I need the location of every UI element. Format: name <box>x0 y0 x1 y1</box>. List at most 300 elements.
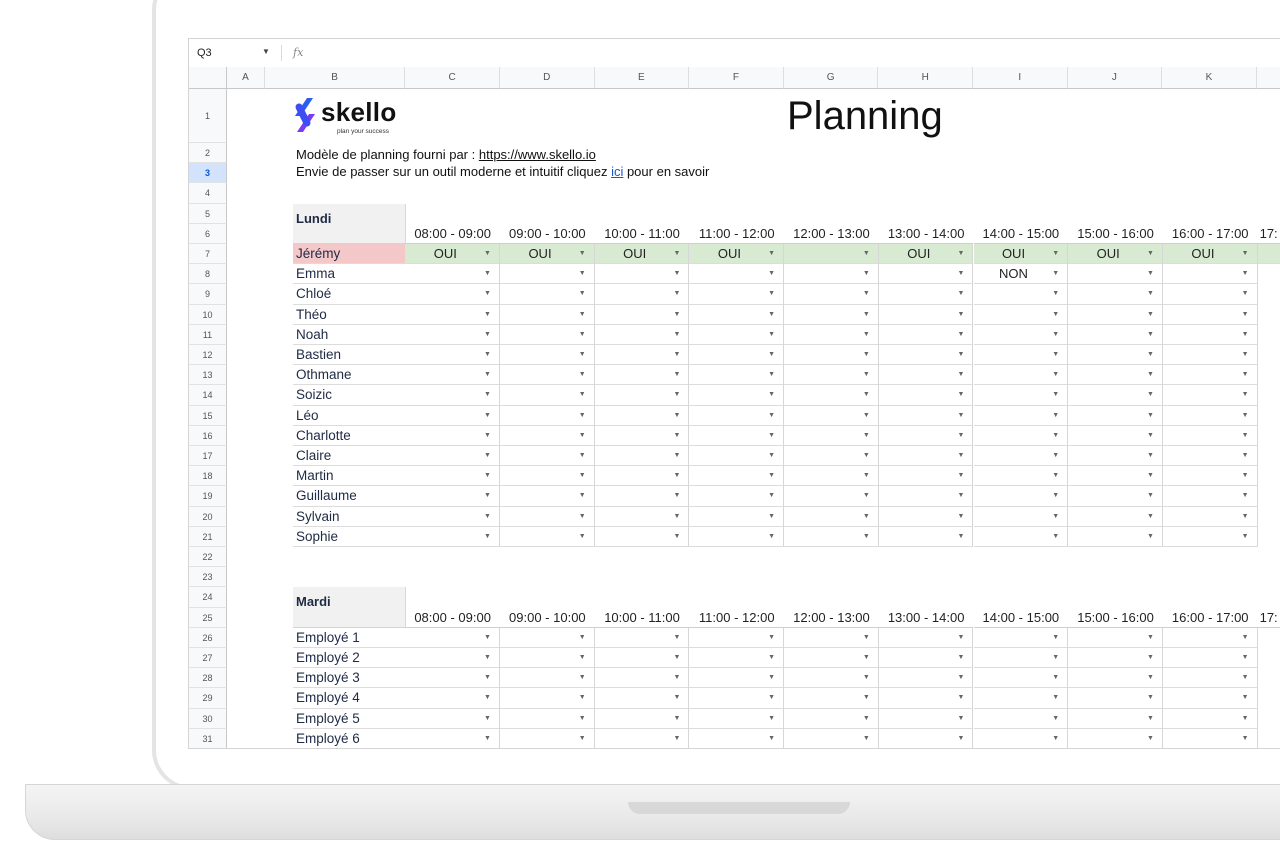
availability-dropdown[interactable] <box>500 406 595 426</box>
chevron-down-icon[interactable]: ▼ <box>768 250 776 257</box>
availability-dropdown[interactable] <box>595 527 690 547</box>
availability-dropdown[interactable] <box>879 729 974 749</box>
chevron-down-icon[interactable]: ▼ <box>862 694 870 702</box>
row-header[interactable]: 27 <box>189 648 227 668</box>
chevron-down-icon[interactable]: ▼ <box>862 310 870 318</box>
chevron-down-icon[interactable]: ▼ <box>1146 694 1154 702</box>
availability-dropdown[interactable] <box>405 284 500 304</box>
availability-dropdown[interactable] <box>784 426 879 446</box>
availability-dropdown[interactable] <box>1068 486 1163 506</box>
availability-dropdown[interactable] <box>689 486 784 506</box>
availability-dropdown[interactable] <box>1163 385 1258 405</box>
chevron-down-icon[interactable]: ▼ <box>957 633 965 641</box>
chevron-down-icon[interactable]: ▼ <box>768 310 776 318</box>
row-header[interactable]: 8 <box>189 264 227 284</box>
chevron-down-icon[interactable]: ▼ <box>862 351 870 358</box>
chevron-down-icon[interactable]: ▼ <box>484 452 491 459</box>
availability-dropdown[interactable] <box>689 709 784 729</box>
chevron-down-icon[interactable]: ▼ <box>1146 472 1154 480</box>
availability-dropdown[interactable] <box>595 466 690 486</box>
chevron-down-icon[interactable]: ▼ <box>768 411 776 419</box>
availability-dropdown[interactable] <box>1068 325 1163 345</box>
availability-dropdown[interactable] <box>1068 385 1163 405</box>
column-header-partial[interactable] <box>1257 67 1280 89</box>
availability-dropdown[interactable] <box>689 365 784 385</box>
chevron-down-icon[interactable]: ▼ <box>957 734 965 742</box>
availability-dropdown[interactable] <box>1068 284 1163 304</box>
chevron-down-icon[interactable]: ▼ <box>578 330 586 338</box>
availability-dropdown[interactable] <box>1163 264 1258 284</box>
availability-dropdown[interactable] <box>974 305 1069 325</box>
availability-dropdown[interactable] <box>879 345 974 365</box>
availability-dropdown[interactable] <box>784 406 879 426</box>
chevron-down-icon[interactable]: ▼ <box>1052 310 1060 318</box>
availability-dropdown[interactable] <box>1163 426 1258 446</box>
chevron-down-icon[interactable]: ▼ <box>484 694 491 702</box>
row-header[interactable]: 13 <box>189 365 227 385</box>
availability-dropdown[interactable] <box>1163 729 1258 749</box>
chevron-down-icon[interactable]: ▼ <box>1146 351 1154 358</box>
availability-dropdown[interactable] <box>405 446 500 466</box>
chevron-down-icon[interactable]: ▼ <box>1241 250 1249 257</box>
chevron-down-icon[interactable]: ▼ <box>1052 512 1060 520</box>
chevron-down-icon[interactable]: ▼ <box>578 310 586 318</box>
availability-dropdown[interactable] <box>500 668 595 688</box>
chevron-down-icon[interactable]: ▼ <box>768 674 776 682</box>
availability-dropdown[interactable] <box>595 406 690 426</box>
row-header[interactable]: 1 <box>189 89 227 143</box>
chevron-down-icon[interactable]: ▼ <box>768 734 776 742</box>
availability-dropdown[interactable] <box>879 325 974 345</box>
availability-dropdown[interactable] <box>1068 709 1163 729</box>
column-header[interactable]: G <box>784 67 879 89</box>
availability-dropdown[interactable] <box>879 688 974 708</box>
chevron-down-icon[interactable]: ▼ <box>673 532 681 540</box>
row-header[interactable]: 19 <box>189 486 227 506</box>
availability-dropdown[interactable] <box>500 688 595 708</box>
chevron-down-icon[interactable]: ▼ <box>768 694 776 702</box>
chevron-down-icon[interactable]: ▼ <box>673 371 681 379</box>
availability-dropdown[interactable] <box>595 345 690 365</box>
chevron-down-icon[interactable]: ▼ <box>1146 391 1154 399</box>
chevron-down-icon[interactable]: ▼ <box>673 512 681 520</box>
chevron-down-icon[interactable]: ▼ <box>673 633 681 641</box>
row-header[interactable]: 15 <box>189 406 227 426</box>
chevron-down-icon[interactable]: ▼ <box>1241 270 1249 278</box>
availability-dropdown[interactable] <box>784 688 879 708</box>
chevron-down-icon[interactable]: ▼ <box>768 290 776 298</box>
chevron-down-icon[interactable]: ▼ <box>1146 714 1154 722</box>
chevron-down-icon[interactable]: ▼ <box>957 351 965 358</box>
availability-dropdown[interactable] <box>500 345 595 365</box>
chevron-down-icon[interactable]: ▼ <box>862 633 870 641</box>
chevron-down-icon[interactable]: ▼ <box>957 330 965 338</box>
availability-dropdown[interactable] <box>784 507 879 527</box>
column-header[interactable]: D <box>500 67 595 89</box>
chevron-down-icon[interactable]: ▼ <box>768 270 776 278</box>
row-header[interactable]: 18 <box>189 466 227 486</box>
availability-dropdown[interactable] <box>1068 345 1163 365</box>
availability-dropdown[interactable] <box>500 325 595 345</box>
chevron-down-icon[interactable]: ▼ <box>957 512 965 520</box>
availability-dropdown[interactable] <box>595 688 690 708</box>
chevron-down-icon[interactable]: ▼ <box>484 714 491 722</box>
chevron-down-icon[interactable]: ▼ <box>1146 654 1154 661</box>
chevron-down-icon[interactable]: ▼ <box>1241 674 1249 682</box>
chevron-down-icon[interactable]: ▼ <box>1052 532 1060 540</box>
availability-dropdown[interactable] <box>974 486 1069 506</box>
availability-dropdown[interactable] <box>879 446 974 466</box>
availability-dropdown[interactable] <box>689 628 784 648</box>
chevron-down-icon[interactable]: ▼ <box>862 654 870 661</box>
availability-dropdown[interactable] <box>689 688 784 708</box>
row-header[interactable]: 20 <box>189 507 227 527</box>
chevron-down-icon[interactable]: ▼ <box>1241 391 1249 399</box>
chevron-down-icon[interactable]: ▼ <box>578 431 586 439</box>
availability-dropdown[interactable] <box>974 709 1069 729</box>
chevron-down-icon[interactable]: ▼ <box>578 654 586 661</box>
availability-dropdown[interactable] <box>689 527 784 547</box>
availability-dropdown[interactable] <box>500 486 595 506</box>
availability-dropdown[interactable] <box>1163 688 1258 708</box>
availability-dropdown[interactable] <box>500 466 595 486</box>
availability-dropdown[interactable] <box>595 264 690 284</box>
row-header[interactable]: 28 <box>189 668 227 688</box>
chevron-down-icon[interactable]: ▼ <box>862 371 870 379</box>
chevron-down-icon[interactable]: ▼ <box>1146 371 1154 379</box>
chevron-down-icon[interactable]: ▼ <box>1241 492 1249 500</box>
chevron-down-icon[interactable]: ▼ <box>957 411 965 419</box>
chevron-down-icon[interactable]: ▼ <box>768 452 776 459</box>
availability-dropdown[interactable] <box>1068 305 1163 325</box>
chevron-down-icon[interactable]: ▼ <box>1052 492 1060 500</box>
availability-dropdown[interactable] <box>595 446 690 466</box>
availability-dropdown[interactable] <box>405 244 500 264</box>
chevron-down-icon[interactable]: ▼ <box>768 492 776 500</box>
availability-dropdown[interactable] <box>500 426 595 446</box>
availability-dropdown[interactable] <box>784 628 879 648</box>
chevron-down-icon[interactable]: ▼ <box>862 512 870 520</box>
chevron-down-icon[interactable]: ▼ <box>862 391 870 399</box>
skello-link[interactable]: https://www.skello.io <box>478 147 596 162</box>
availability-dropdown[interactable] <box>405 709 500 729</box>
availability-dropdown[interactable] <box>974 385 1069 405</box>
availability-dropdown[interactable] <box>595 244 690 264</box>
row-header[interactable]: 6 <box>189 224 227 244</box>
chevron-down-icon[interactable]: ▼ <box>862 714 870 722</box>
availability-dropdown[interactable] <box>1068 668 1163 688</box>
availability-dropdown[interactable] <box>405 729 500 749</box>
chevron-down-icon[interactable]: ▼ <box>1146 492 1154 500</box>
chevron-down-icon[interactable]: ▼ <box>673 310 681 318</box>
chevron-down-icon[interactable]: ▼ <box>1052 391 1060 399</box>
availability-dropdown[interactable] <box>1068 527 1163 547</box>
availability-dropdown[interactable] <box>784 527 879 547</box>
availability-dropdown[interactable] <box>595 486 690 506</box>
availability-dropdown[interactable] <box>405 305 500 325</box>
chevron-down-icon[interactable]: ▼ <box>1052 250 1060 257</box>
chevron-down-icon[interactable]: ▼ <box>673 290 681 298</box>
availability-dropdown[interactable] <box>689 385 784 405</box>
row-header[interactable]: 4 <box>189 183 227 203</box>
chevron-down-icon[interactable]: ▼ <box>484 290 491 298</box>
availability-dropdown[interactable] <box>879 466 974 486</box>
chevron-down-icon[interactable]: ▼ <box>1052 674 1060 682</box>
row-header[interactable]: 29 <box>189 688 227 708</box>
row-header[interactable]: 30 <box>189 709 227 729</box>
chevron-down-icon[interactable]: ▼ <box>578 694 586 702</box>
availability-dropdown[interactable] <box>595 628 690 648</box>
availability-dropdown[interactable] <box>974 527 1069 547</box>
availability-dropdown[interactable] <box>405 688 500 708</box>
availability-dropdown[interactable] <box>1068 426 1163 446</box>
chevron-down-icon[interactable]: ▼ <box>578 512 586 520</box>
chevron-down-icon[interactable]: ▼ <box>578 472 586 480</box>
availability-dropdown[interactable] <box>1163 284 1258 304</box>
chevron-down-icon[interactable]: ▼ <box>578 250 586 257</box>
chevron-down-icon[interactable]: ▼ <box>578 351 586 358</box>
chevron-down-icon[interactable]: ▼ <box>862 452 870 459</box>
name-box[interactable]: Q3 <box>197 47 212 59</box>
chevron-down-icon[interactable]: ▼ <box>1146 633 1154 641</box>
chevron-down-icon[interactable]: ▼ <box>862 250 870 257</box>
chevron-down-icon[interactable]: ▼ <box>1241 714 1249 722</box>
chevron-down-icon[interactable]: ▼ <box>484 351 491 358</box>
availability-dropdown[interactable] <box>784 668 879 688</box>
availability-dropdown[interactable] <box>595 426 690 446</box>
chevron-down-icon[interactable]: ▼ <box>1241 734 1249 742</box>
chevron-down-icon[interactable]: ▼ <box>484 532 491 540</box>
availability-dropdown[interactable] <box>784 365 879 385</box>
availability-dropdown[interactable] <box>595 668 690 688</box>
chevron-down-icon[interactable]: ▼ <box>1146 674 1154 682</box>
availability-dropdown[interactable] <box>405 507 500 527</box>
chevron-down-icon[interactable]: ▼ <box>578 371 586 379</box>
chevron-down-icon[interactable]: ▼ <box>1052 734 1060 742</box>
availability-dropdown[interactable] <box>974 244 1069 264</box>
chevron-down-icon[interactable]: ▼ <box>673 452 681 459</box>
chevron-down-icon[interactable]: ▼ <box>1146 290 1154 298</box>
availability-dropdown[interactable] <box>879 527 974 547</box>
availability-dropdown[interactable] <box>500 244 595 264</box>
chevron-down-icon[interactable]: ▼ <box>1052 270 1060 278</box>
row-header[interactable]: 25 <box>189 608 227 628</box>
availability-dropdown[interactable] <box>1163 305 1258 325</box>
chevron-down-icon[interactable]: ▼ <box>484 734 491 742</box>
availability-dropdown[interactable] <box>974 365 1069 385</box>
row-header[interactable]: 22 <box>189 547 227 567</box>
chevron-down-icon[interactable]: ▼ <box>484 270 491 278</box>
chevron-down-icon[interactable]: ▼ <box>484 512 491 520</box>
chevron-down-icon[interactable]: ▼ <box>862 472 870 480</box>
chevron-down-icon[interactable]: ▼ <box>957 492 965 500</box>
availability-dropdown[interactable] <box>405 668 500 688</box>
availability-dropdown[interactable] <box>879 426 974 446</box>
chevron-down-icon[interactable]: ▼ <box>862 290 870 298</box>
availability-dropdown[interactable] <box>500 446 595 466</box>
availability-dropdown[interactable] <box>595 284 690 304</box>
ici-link[interactable]: ici <box>611 164 624 179</box>
chevron-down-icon[interactable]: ▼ <box>957 452 965 459</box>
chevron-down-icon[interactable]: ▼ <box>957 694 965 702</box>
availability-dropdown[interactable] <box>974 264 1069 284</box>
row-header[interactable]: 11 <box>189 325 227 345</box>
availability-dropdown[interactable] <box>974 446 1069 466</box>
chevron-down-icon[interactable]: ▼ <box>862 431 870 439</box>
row-header[interactable]: 9 <box>189 284 227 304</box>
availability-dropdown[interactable] <box>689 466 784 486</box>
chevron-down-icon[interactable]: ▼ <box>578 452 586 459</box>
chevron-down-icon[interactable]: ▼ <box>1052 411 1060 419</box>
chevron-down-icon[interactable]: ▼ <box>578 411 586 419</box>
row-header[interactable]: 17 <box>189 446 227 466</box>
availability-dropdown[interactable] <box>1163 648 1258 668</box>
availability-dropdown[interactable] <box>879 284 974 304</box>
availability-dropdown[interactable] <box>689 325 784 345</box>
chevron-down-icon[interactable]: ▼ <box>1241 290 1249 298</box>
chevron-down-icon[interactable]: ▼ <box>673 391 681 399</box>
chevron-down-icon[interactable]: ▼ <box>1241 532 1249 540</box>
chevron-down-icon[interactable]: ▼ <box>484 371 491 379</box>
availability-dropdown[interactable] <box>595 305 690 325</box>
availability-dropdown[interactable] <box>1068 688 1163 708</box>
chevron-down-icon[interactable]: ▼ <box>1146 734 1154 742</box>
chevron-down-icon[interactable]: ▼ <box>673 270 681 278</box>
availability-dropdown[interactable] <box>689 507 784 527</box>
chevron-down-icon[interactable]: ▼ <box>1146 411 1154 419</box>
chevron-down-icon[interactable]: ▼ <box>862 674 870 682</box>
chevron-down-icon[interactable]: ▼ <box>957 532 965 540</box>
availability-dropdown[interactable] <box>689 244 784 264</box>
availability-dropdown[interactable] <box>1068 507 1163 527</box>
availability-dropdown[interactable] <box>879 406 974 426</box>
chevron-down-icon[interactable]: ▼ <box>768 431 776 439</box>
availability-dropdown[interactable] <box>500 264 595 284</box>
availability-dropdown[interactable] <box>1163 244 1258 264</box>
chevron-down-icon[interactable]: ▼ <box>768 512 776 520</box>
chevron-down-icon[interactable]: ▼ <box>957 270 965 278</box>
availability-dropdown[interactable] <box>879 709 974 729</box>
availability-dropdown[interactable] <box>595 648 690 668</box>
availability-dropdown[interactable] <box>405 365 500 385</box>
availability-dropdown[interactable] <box>405 628 500 648</box>
chevron-down-icon[interactable]: ▼ <box>578 270 586 278</box>
availability-dropdown[interactable] <box>500 305 595 325</box>
chevron-down-icon[interactable]: ▼ <box>1052 633 1060 641</box>
column-header[interactable]: C <box>405 67 500 89</box>
availability-dropdown[interactable] <box>974 284 1069 304</box>
chevron-down-icon[interactable]: ▼ <box>578 734 586 742</box>
chevron-down-icon[interactable]: ▼ <box>1241 472 1249 480</box>
chevron-down-icon[interactable]: ▼ <box>957 250 965 257</box>
availability-dropdown[interactable] <box>1068 406 1163 426</box>
availability-dropdown[interactable] <box>500 527 595 547</box>
row-header[interactable]: 31 <box>189 729 227 749</box>
column-header[interactable]: K <box>1162 67 1257 89</box>
chevron-down-icon[interactable]: ▼ <box>578 492 586 500</box>
chevron-down-icon[interactable]: ▼ <box>1146 452 1154 459</box>
chevron-down-icon[interactable]: ▼ <box>862 411 870 419</box>
availability-dropdown[interactable] <box>974 648 1069 668</box>
chevron-down-icon[interactable]: ▼ <box>484 431 491 439</box>
row-header[interactable]: 24 <box>189 587 227 607</box>
availability-dropdown[interactable] <box>784 648 879 668</box>
chevron-down-icon[interactable]: ▼ <box>262 47 270 56</box>
chevron-down-icon[interactable]: ▼ <box>768 351 776 358</box>
availability-dropdown[interactable] <box>1068 628 1163 648</box>
row-header[interactable]: 23 <box>189 567 227 587</box>
chevron-down-icon[interactable]: ▼ <box>1146 512 1154 520</box>
availability-dropdown[interactable] <box>784 244 879 264</box>
availability-dropdown[interactable] <box>689 426 784 446</box>
availability-dropdown[interactable] <box>1163 446 1258 466</box>
chevron-down-icon[interactable]: ▼ <box>1052 654 1060 661</box>
column-header[interactable]: I <box>973 67 1068 89</box>
availability-dropdown[interactable] <box>689 305 784 325</box>
availability-dropdown[interactable] <box>689 264 784 284</box>
availability-dropdown[interactable] <box>500 709 595 729</box>
availability-dropdown[interactable] <box>784 709 879 729</box>
chevron-down-icon[interactable]: ▼ <box>1052 694 1060 702</box>
chevron-down-icon[interactable]: ▼ <box>1052 714 1060 722</box>
availability-dropdown[interactable] <box>784 325 879 345</box>
column-header[interactable]: B <box>265 67 406 89</box>
chevron-down-icon[interactable]: ▼ <box>673 411 681 419</box>
chevron-down-icon[interactable]: ▼ <box>673 714 681 722</box>
availability-dropdown[interactable] <box>405 527 500 547</box>
availability-dropdown[interactable] <box>405 466 500 486</box>
chevron-down-icon[interactable]: ▼ <box>1052 472 1060 480</box>
availability-dropdown[interactable] <box>879 365 974 385</box>
chevron-down-icon[interactable]: ▼ <box>957 391 965 399</box>
availability-dropdown[interactable] <box>405 486 500 506</box>
availability-dropdown[interactable] <box>1068 446 1163 466</box>
availability-dropdown[interactable] <box>784 264 879 284</box>
availability-dropdown[interactable] <box>689 668 784 688</box>
availability-dropdown[interactable] <box>879 648 974 668</box>
chevron-down-icon[interactable]: ▼ <box>1241 330 1249 338</box>
chevron-down-icon[interactable]: ▼ <box>1052 330 1060 338</box>
availability-dropdown[interactable] <box>1068 729 1163 749</box>
availability-dropdown[interactable] <box>784 446 879 466</box>
chevron-down-icon[interactable]: ▼ <box>484 250 491 257</box>
chevron-down-icon[interactable]: ▼ <box>673 654 681 661</box>
availability-dropdown[interactable] <box>1163 668 1258 688</box>
availability-dropdown[interactable] <box>879 244 974 264</box>
availability-dropdown[interactable] <box>974 406 1069 426</box>
availability-dropdown[interactable] <box>784 729 879 749</box>
row-header[interactable]: 5 <box>189 204 227 224</box>
row-header[interactable]: 10 <box>189 305 227 325</box>
availability-dropdown-partial[interactable] <box>1258 244 1280 264</box>
availability-dropdown[interactable] <box>1163 628 1258 648</box>
availability-dropdown[interactable] <box>689 406 784 426</box>
chevron-down-icon[interactable]: ▼ <box>1146 250 1154 257</box>
row-header[interactable]: 16 <box>189 426 227 446</box>
chevron-down-icon[interactable]: ▼ <box>1146 310 1154 318</box>
availability-dropdown[interactable] <box>689 446 784 466</box>
chevron-down-icon[interactable]: ▼ <box>957 714 965 722</box>
column-header[interactable]: E <box>595 67 690 89</box>
availability-dropdown[interactable] <box>1068 365 1163 385</box>
chevron-down-icon[interactable]: ▼ <box>673 472 681 480</box>
availability-dropdown[interactable] <box>784 385 879 405</box>
row-header[interactable]: 3 <box>189 163 227 183</box>
column-header[interactable]: H <box>878 67 973 89</box>
chevron-down-icon[interactable]: ▼ <box>862 734 870 742</box>
availability-dropdown[interactable] <box>1163 486 1258 506</box>
chevron-down-icon[interactable]: ▼ <box>673 250 681 257</box>
